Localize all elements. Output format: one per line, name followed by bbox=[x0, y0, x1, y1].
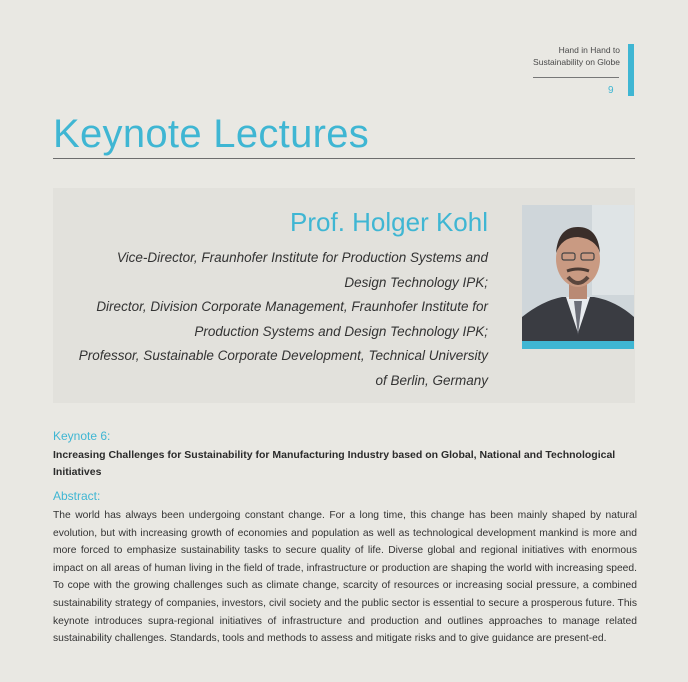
running-header-line1: Hand in Hand to bbox=[558, 45, 620, 55]
speaker-affiliations bbox=[68, 246, 488, 393]
speaker-photo bbox=[522, 205, 634, 345]
abstract-text: The world has always been undergoing constant change. For a long time, this change has been mainly shaped by natural evolution, but with increasing growth of economies and population as well as technological development mankind is more and more forced to emphasize sustainability tasks to secure quality of life. Diverse global and regional initiatives with enormous impact on all areas of human living in the field of trade, infrastructure or production are shaping the world with increasing speed. To cope with the growing challenges such as climate change, scarcity of resources or increasing social pressure, a combined sustainability strategy of companies, investors, civil society and the public sector is essential to secure a prosperous future. This keynote introduces supra-regional initiatives of infrastructure and production and outlines approaches to manage related sustainability challenges. Standards, tools and methods to assess and mitigate risks and to give guidance are present-ed. bbox=[53, 510, 637, 645]
speaker-name: Prof. Holger Kohl bbox=[290, 207, 488, 237]
running-header-line2: Sustainability on Globe bbox=[533, 57, 620, 67]
section-title: Keynote Lectures bbox=[53, 112, 370, 156]
header-divider bbox=[533, 77, 619, 78]
running-header bbox=[533, 44, 620, 68]
affiliation-line: Professor, Sustainable Corporate Development, Technical University bbox=[78, 348, 488, 363]
affiliation-line: Vice-Director, Fraunhofer Institute for Production Systems and bbox=[116, 250, 488, 265]
abstract-label: Abstract: bbox=[53, 489, 101, 503]
affiliation-line: of Berlin, Germany bbox=[375, 372, 488, 388]
page-number: 9 bbox=[608, 85, 614, 96]
photo-accent-bar bbox=[522, 341, 634, 349]
keynote-label: Keynote 6: bbox=[53, 429, 111, 443]
keynote-title: Increasing Challenges for Sustainability for Manufacturing Industry based on Global, National and Technological Initiatives bbox=[53, 449, 616, 478]
affiliation-line: Production Systems and Design Technology IPK; bbox=[194, 323, 488, 339]
header-accent-bar bbox=[628, 44, 634, 96]
title-divider bbox=[53, 158, 635, 159]
affiliation-line: Director, Division Corporate Management, Fraunhofer Institute for bbox=[96, 299, 488, 314]
affiliation-line: Design Technology IPK; bbox=[344, 274, 488, 290]
